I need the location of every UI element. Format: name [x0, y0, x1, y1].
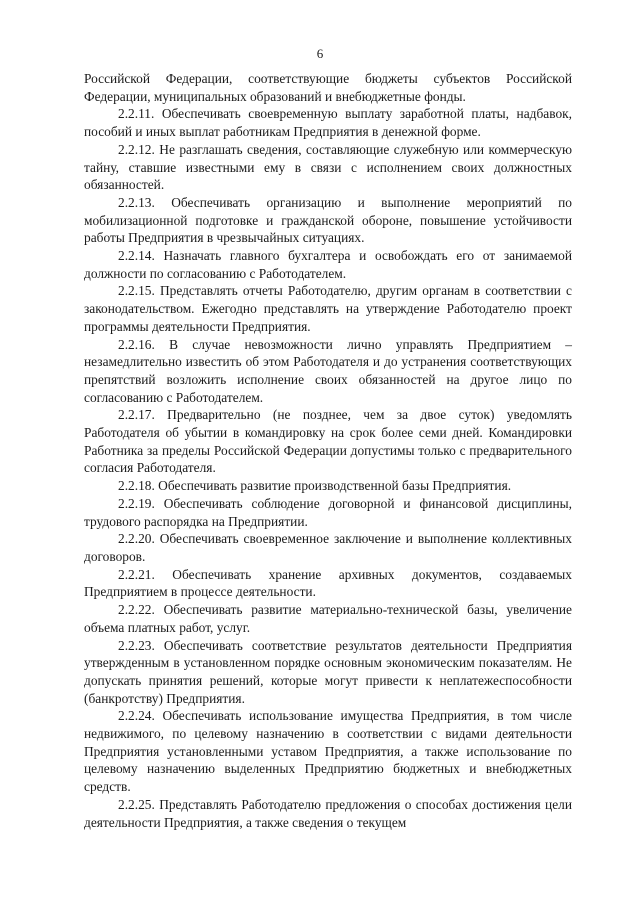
- paragraph-continuation: Российской Федерации, соответствующие бюджеты субъектов Российской Федерации, муниципальных образований и внебюджетные фонды.: [84, 71, 572, 104]
- document-body: [84, 70, 572, 831]
- page-number: 6: [316, 46, 324, 61]
- paragraph-2-2-12: 2.2.12. Не разглашать сведения, составляющие служебную или коммерческую тайну, ставшие известными ему в связи с исполнением своих должностных обязанностей.: [84, 141, 572, 193]
- paragraph-2-2-15: 2.2.15. Представлять отчеты Работодателю, другим органам в соответствии с законодательством. Ежегодно представлять на утверждение Работодателю проект программы деятельности Предприятия.: [84, 283, 572, 334]
- paragraph-2-2-19: 2.2.19. Обеспечивать соблюдение договорной и финансовой дисциплины, трудового распорядка на Предприятии.: [84, 495, 572, 529]
- paragraph-2-2-23: 2.2.23. Обеспечивать соответствие результатов деятельности Предприятия утвержденным в установленном порядке основным экономическим показателям. Не допускать принятия решений, которые могут привести к неплатежеспособности (банкротству) Предприятия.: [84, 637, 572, 706]
- paragraph-2-2-21: 2.2.21. Обеспечивать хранение архивных документов, создаваемых Предприятием в процессе деятельности.: [84, 566, 572, 600]
- paragraph-2-2-17: 2.2.17. Предварительно (не позднее, чем за двое суток) уведомлять Работодателя об убытии в командировку на срок более семи дней. Командировки Работника за пределы Российской Федерации допустимы только с предварительного согласия Работодателя.: [84, 407, 572, 476]
- paragraph-2-2-22: 2.2.22. Обеспечивать развитие материально-технической базы, увеличение объема платных работ, услуг.: [84, 602, 572, 635]
- paragraph-2-2-25: 2.2.25. Представлять Работодателю предложения о способах достижения цели деятельности Предприятия, а также сведения о текущем: [84, 796, 572, 830]
- paragraph-2-2-13: 2.2.13. Обеспечивать организацию и выполнение мероприятий по мобилизационной подготовке и гражданской обороне, повышение устойчивости работы Предприятия в чрезвычайных ситуациях.: [84, 194, 572, 246]
- paragraph-2-2-20: 2.2.20. Обеспечивать своевременное заключение и выполнение коллективных договоров.: [84, 531, 572, 564]
- paragraph-2-2-11: 2.2.11. Обеспечивать своевременную выплату заработной платы, надбавок, пособий и иных выплат работникам Предприятия в денежной форме.: [84, 106, 572, 140]
- paragraph-2-2-24: 2.2.24. Обеспечивать использование имущества Предприятия, в том числе недвижимого, по целевому назначению в соответствии с видами деятельности Предприятия установленными уставом Предприятия, а также использование по целевому назначению выделенных Предприятию бюджетных и внебюджетных средств.: [84, 708, 572, 795]
- paragraph-2-2-14: 2.2.14. Назначать главного бухгалтера и освобождать его от занимаемой должности по согласованию с Работодателем.: [84, 248, 572, 281]
- paragraph-2-2-16: 2.2.16. В случае невозможности лично управлять Предприятием – незамедлительно известить об этом Работодателя и до устранения соответствующих препятствий возложить исполнение своих обязанностей на другое лицо по согласованию с Работодателем.: [84, 336, 572, 405]
- paragraph-2-2-18: 2.2.18. Обеспечивать развитие производственной базы Предприятия.: [118, 478, 512, 494]
